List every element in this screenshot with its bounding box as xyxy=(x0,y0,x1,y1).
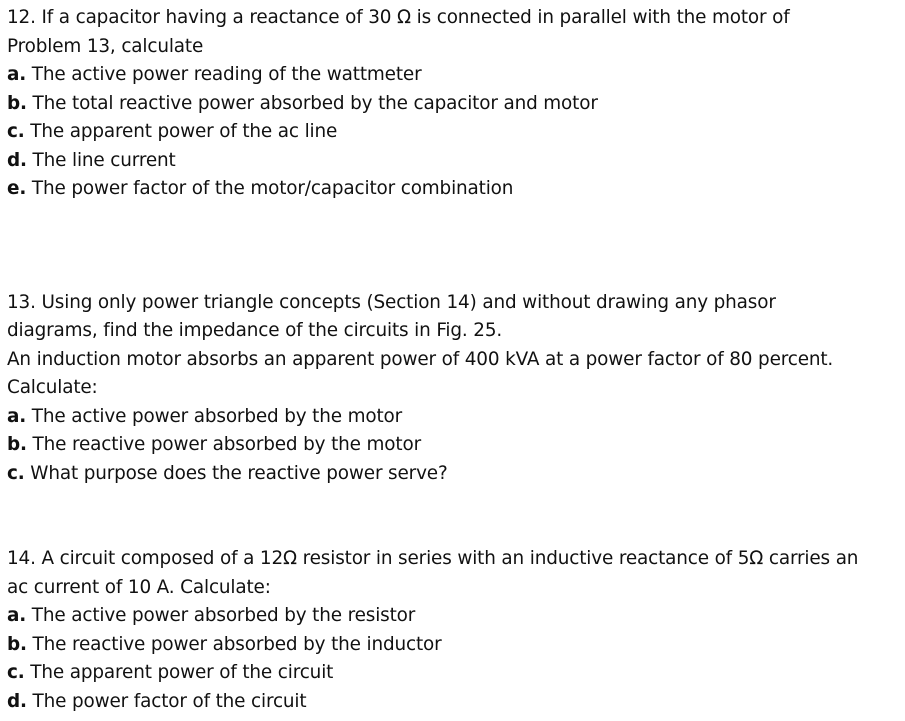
part-letter: c. xyxy=(7,463,25,484)
problem-12-part-a xyxy=(7,63,422,87)
problem-13-line-2: diagrams, find the impedance of the circuits in Fig. 25. xyxy=(7,320,503,341)
problem-13-part-b xyxy=(7,433,421,457)
part-text: The power factor of the circuit xyxy=(26,691,307,712)
problem-12-part-e xyxy=(7,177,513,201)
problem-13-line-3: An induction motor absorbs an apparent power of 400 kVA at a power factor of 80 percent. xyxy=(7,349,834,370)
part-text: The reactive power absorbed by the inductor xyxy=(26,634,442,655)
problem-14-part-b xyxy=(7,633,442,657)
problem-12-line-2: Problem 13, calculate xyxy=(7,36,204,57)
part-letter: d. xyxy=(7,150,27,171)
part-letter: a. xyxy=(7,406,27,427)
part-text: The reactive power absorbed by the motor xyxy=(26,434,421,455)
part-text: The active power reading of the wattmeter xyxy=(26,64,422,85)
part-text: The active power absorbed by the motor xyxy=(26,406,403,427)
part-text: The total reactive power absorbed by the capacitor and motor xyxy=(26,93,598,114)
part-text: The apparent power of the circuit xyxy=(24,662,334,683)
part-letter: c. xyxy=(7,121,25,142)
part-letter: b. xyxy=(7,93,27,114)
part-letter: c. xyxy=(7,662,25,683)
problem-13-part-a xyxy=(7,405,402,429)
part-text: The apparent power of the ac line xyxy=(24,121,338,142)
problem-14-part-a xyxy=(7,604,415,628)
part-letter: e. xyxy=(7,178,27,199)
part-text: The active power absorbed by the resistor xyxy=(26,605,416,626)
problem-12-line-1: 12. If a capacitor having a reactance of 30 Ω is connected in parallel with the motor of xyxy=(7,7,790,28)
problem-13-line-1: 13. Using only power triangle concepts (Section 14) and without drawing any phasor xyxy=(7,292,776,313)
part-letter: b. xyxy=(7,434,27,455)
problem-14-part-d xyxy=(7,690,306,714)
problem-14-line-2: ac current of 10 A. Calculate: xyxy=(7,577,271,598)
part-text: The line current xyxy=(26,150,176,171)
problem-13-line-4: Calculate: xyxy=(7,377,98,398)
part-text: The power factor of the motor/capacitor combination xyxy=(26,178,514,199)
problem-13-part-c xyxy=(7,462,448,486)
problem-14-part-c xyxy=(7,661,333,685)
part-text: What purpose does the reactive power serve? xyxy=(24,463,448,484)
problem-12-part-d xyxy=(7,149,176,173)
part-letter: a. xyxy=(7,64,27,85)
problem-12-part-c xyxy=(7,120,337,144)
part-letter: b. xyxy=(7,634,27,655)
part-letter: d. xyxy=(7,691,27,712)
part-letter: a. xyxy=(7,605,27,626)
problem-12-part-b xyxy=(7,92,598,116)
problem-14-line-1: 14. A circuit composed of a 12Ω resistor in series with an inductive reactance of 5Ω carries an xyxy=(7,548,859,569)
